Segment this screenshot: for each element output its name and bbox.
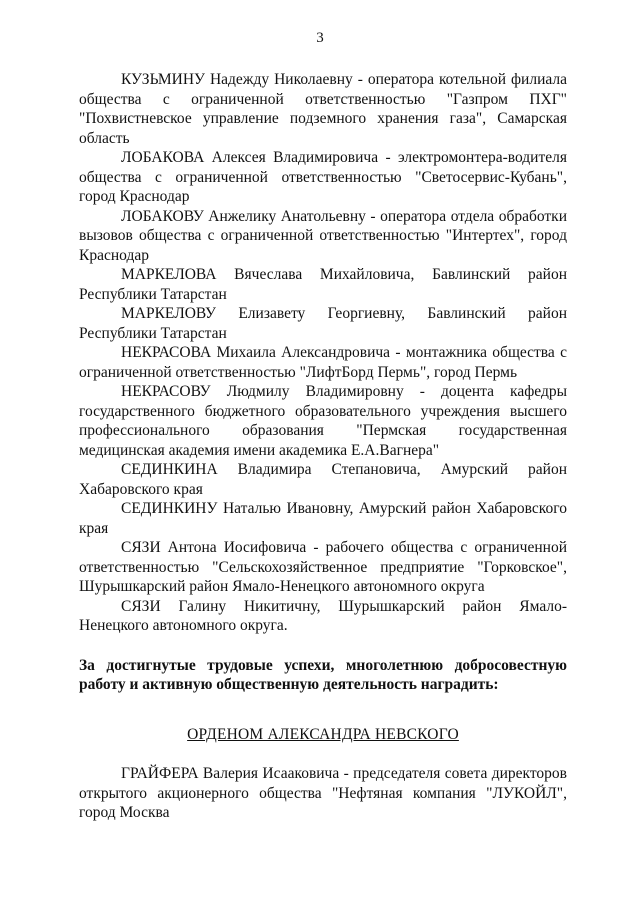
award-paragraph: СЕДИНКИНА Владимира Степановича, Амурский район Хабаровского края [79, 461, 567, 498]
award-paragraph: НЕКРАСОВА Михаила Александровича - монтажника общества с ограниченной ответственностью "ЛифтБорд Пермь", город Пермь [79, 344, 567, 381]
order-paragraph: ГРАЙФЕРА Валерия Исааковича - председателя совета директоров открытого акционерного общества "Нефтяная компания "ЛУКОЙЛ", город Москва [79, 765, 567, 821]
award-paragraph: НЕКРАСОВУ Людмилу Владимировну - доцента кафедры государственного бюджетного образовательного учреждения высшего профессионального образования "Пермская государственная медицинская академия имени академика Е.А.Вагнера" [79, 383, 567, 459]
award-paragraph: СЕДИНКИНУ Наталью Ивановну, Амурский район Хабаровского края [79, 500, 567, 537]
award-paragraph: ЛОБАКОВА Алексея Владимировича - электромонтера-водителя общества с ограниченной ответственностью "Светосервис-Кубань", город Краснодар [79, 149, 567, 205]
award-paragraph: МАРКЕЛОВА Вячеслава Михайловича, Бавлинский район Республики Татарстан [79, 266, 567, 303]
award-paragraph: КУЗЬМИНУ Надежду Николаевну - оператора котельной филиала общества с ограниченной ответственностью "Газпром ПХГ" "Похвистневское управление подземного хранения газа", Самарская область [79, 71, 567, 147]
award-paragraph: СЯЗИ Антона Иосифовича - рабочего общества с ограниченной ответственностью "Сельскохозяйственное предприятие "Горковское", Шурышкарский район Ямало-Ненецкого автономного округа [79, 539, 567, 595]
award-paragraph: ЛОБАКОВУ Анжелику Анатольевну - оператора отдела обработки вызовов общества с ограниченной ответственностью "Интертех", город Краснодар [79, 207, 567, 264]
award-paragraph: МАРКЕЛОВУ Елизавету Георгиевну, Бавлинский район Республики Татарстан [79, 305, 567, 342]
page-number: 3 [316, 30, 324, 46]
document-body [79, 70, 567, 823]
award-intro: За достигнутые трудовые успехи, многолетнюю добросовестную работу и активную общественную деятельность наградить: [79, 656, 567, 693]
award-paragraph: СЯЗИ Галину Никитичну, Шурышкарский район Ямало-Ненецкого автономного округа. [79, 597, 567, 634]
order-title: ОРДЕНОМ АЛЕКСАНДРА НЕВСКОГО [187, 725, 459, 743]
